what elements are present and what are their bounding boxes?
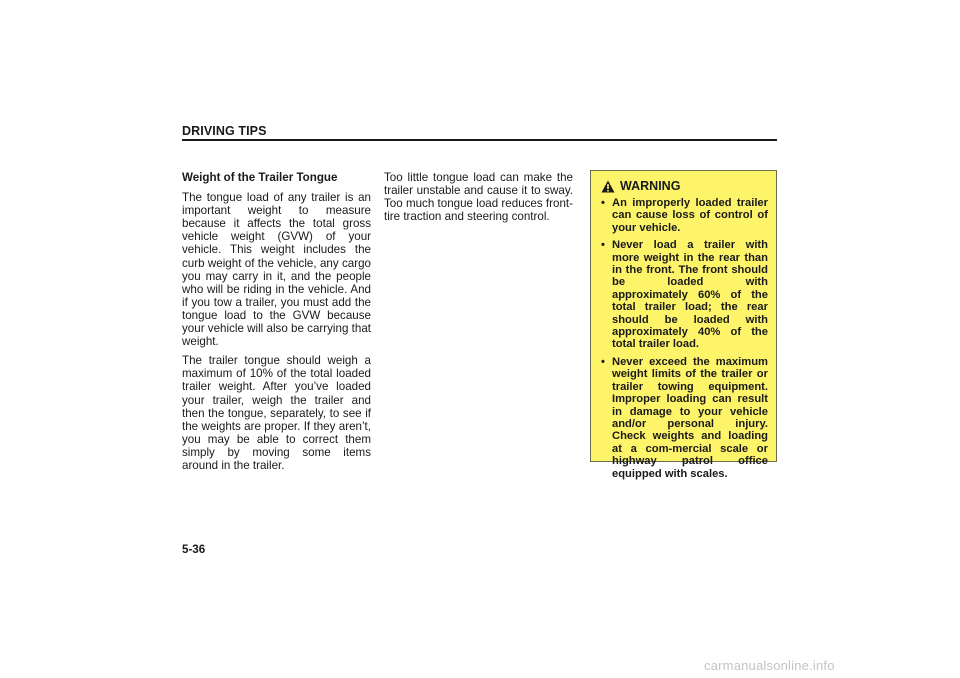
- warning-item: • An improperly loaded trailer can cause loss of control of your vehicle.: [601, 197, 768, 234]
- warning-list: [601, 197, 768, 480]
- section-title: DRIVING TIPS: [182, 124, 267, 138]
- paragraph: The trailer tongue should weigh a maximum of 10% of the total loaded trailer weight. After you’ve loaded your trailer, weigh the trailer and then the tongue, separately, to see if the weights are proper. If they aren’t, you may be able to correct them simply by moving some items around in the trailer.: [182, 354, 371, 472]
- warning-item: • Never exceed the maximum weight limits of the trailer or trailer towing equipment. Improper loading can result in damage to your vehicle and/or personal injury. Check weights and loading at a com-mercial scale or highway patrol office equipped with scales.: [601, 356, 768, 480]
- warning-triangle-icon: [601, 180, 615, 193]
- paragraph: Too little tongue load can make the trailer unstable and cause it to sway. Too much tongue load reduces front-tire traction and steering control.: [384, 171, 573, 224]
- paragraph: The tongue load of any trailer is an important weight to measure because it affects the total gross vehicle weight (GVW) of your vehicle. This weight includes the curb weight of the vehicle, any cargo you may carry in it, and the people who will be riding in the vehicle. And if you tow a trailer, you must add the tongue load to the GVW because your vehicle will also be carrying that weight.: [182, 191, 371, 349]
- watermark: carmanualsonline.info: [704, 658, 835, 673]
- warning-box: [590, 170, 777, 480]
- page-number: 5-36: [182, 543, 206, 556]
- warning-item: • Never load a trailer with more weight in the rear than in the front. The front should be loaded with approximately 60% of the total trailer load; the rear should be loaded with approximately 40% of the total trailer load.: [601, 239, 768, 351]
- warning-title: WARNING: [620, 179, 681, 193]
- left-column: [182, 171, 371, 478]
- middle-column: [384, 171, 573, 229]
- warning-header: [601, 179, 768, 193]
- header-divider: [182, 139, 777, 141]
- section-heading: Weight of the Trailer Tongue: [182, 171, 338, 184]
